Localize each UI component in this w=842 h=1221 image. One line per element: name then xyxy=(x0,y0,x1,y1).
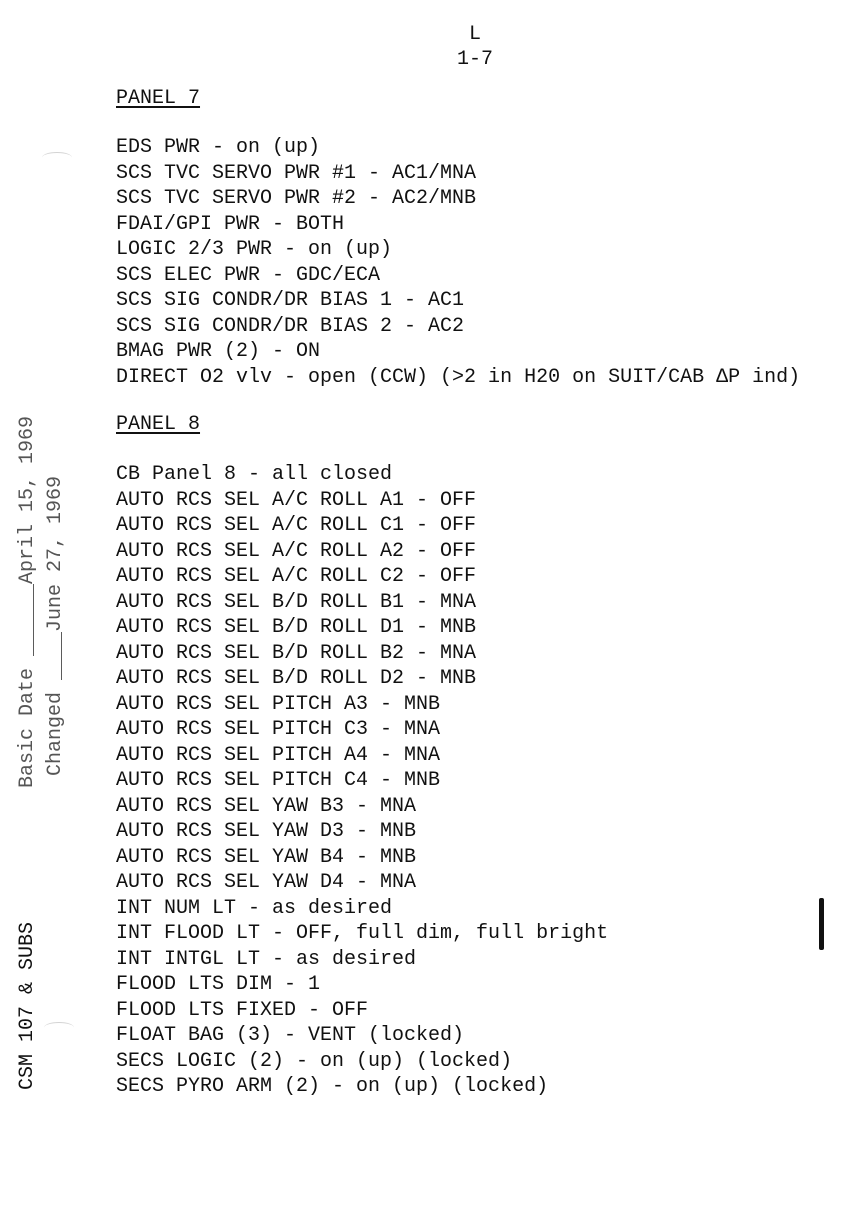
list-item: AUTO RCS SEL PITCH A3 - MNB xyxy=(116,692,441,716)
header-letter: L xyxy=(468,23,481,46)
list-item: AUTO RCS SEL A/C ROLL C1 - OFF xyxy=(116,514,477,537)
list-item: AUTO RCS SEL A/C ROLL A2 - OFF xyxy=(116,539,477,563)
list-item: AUTO RCS SEL PITCH A4 - MNA xyxy=(116,743,441,767)
list-item: FDAI/GPI PWR - BOTH xyxy=(116,212,345,236)
list-item: FLOOD LTS DIM - 1 xyxy=(116,973,321,996)
list-item: AUTO RCS SEL B/D ROLL D1 - MNB xyxy=(116,616,477,639)
document-id-label: CSM 107 & SUBS xyxy=(16,921,39,1090)
list-item: SECS LOGIC (2) - on (up) (locked) xyxy=(116,1049,513,1073)
changed-date-label: Changed ____June 27, 1969 xyxy=(44,475,67,776)
list-item: SECS PYRO ARM (2) - on (up) (locked) xyxy=(116,1075,549,1098)
list-item: EDS PWR - on (up) xyxy=(116,136,321,159)
list-item: AUTO RCS SEL A/C ROLL C2 - OFF xyxy=(116,565,477,588)
list-item: INT INTGL LT - as desired xyxy=(116,947,417,971)
list-item: AUTO RCS SEL B/D ROLL B1 - MNA xyxy=(116,590,477,614)
list-item: FLOOD LTS FIXED - OFF xyxy=(116,998,369,1022)
list-item: SCS ELEC PWR - GDC/ECA xyxy=(116,263,381,287)
list-item: AUTO RCS SEL PITCH C3 - MNA xyxy=(116,718,441,741)
list-item: SCS TVC SERVO PWR #1 - AC1/MNA xyxy=(116,161,477,185)
list-item: INT NUM LT - as desired xyxy=(116,896,393,920)
list-item: SCS SIG CONDR/DR BIAS 2 - AC2 xyxy=(116,314,465,338)
list-item: SCS TVC SERVO PWR #2 - AC2/MNB xyxy=(116,187,477,210)
list-item: AUTO RCS SEL B/D ROLL B2 - MNA xyxy=(116,641,477,665)
list-item: AUTO RCS SEL B/D ROLL D2 - MNB xyxy=(116,667,477,690)
list-item: AUTO RCS SEL YAW D4 - MNA xyxy=(116,871,417,894)
list-item: AUTO RCS SEL PITCH C4 - MNB xyxy=(116,769,441,792)
panel-7-title: PANEL 7 xyxy=(116,87,201,110)
list-item: BMAG PWR (2) - ON xyxy=(116,340,321,363)
panel-8-list xyxy=(116,462,608,1100)
page-number: 1-7 xyxy=(456,48,493,71)
list-item: LOGIC 2/3 PWR - on (up) xyxy=(116,238,393,261)
list-item: AUTO RCS SEL A/C ROLL A1 - OFF xyxy=(116,488,477,512)
page-header xyxy=(420,22,530,72)
list-item: SCS SIG CONDR/DR BIAS 1 - AC1 xyxy=(116,289,465,312)
list-item: AUTO RCS SEL YAW B4 - MNB xyxy=(116,845,417,869)
list-item: CB Panel 8 - all closed xyxy=(116,463,393,486)
scan-mark xyxy=(44,1022,74,1033)
panel-7-list xyxy=(116,135,800,390)
list-item: INT FLOOD LT - OFF, full dim, full bright xyxy=(116,922,609,945)
list-item: AUTO RCS SEL YAW B3 - MNA xyxy=(116,794,417,818)
basic-date-label: Basic Date ______April 15, 1969 xyxy=(16,415,39,788)
change-bar xyxy=(819,898,824,950)
scan-mark xyxy=(42,152,72,163)
list-item: FLOAT BAG (3) - VENT (locked) xyxy=(116,1024,465,1047)
panel-8-title: PANEL 8 xyxy=(116,413,201,436)
list-item: DIRECT O2 vlv - open (CCW) (>2 in H20 on SUIT/CAB ΔP ind) xyxy=(116,365,801,389)
list-item: AUTO RCS SEL YAW D3 - MNB xyxy=(116,820,417,843)
